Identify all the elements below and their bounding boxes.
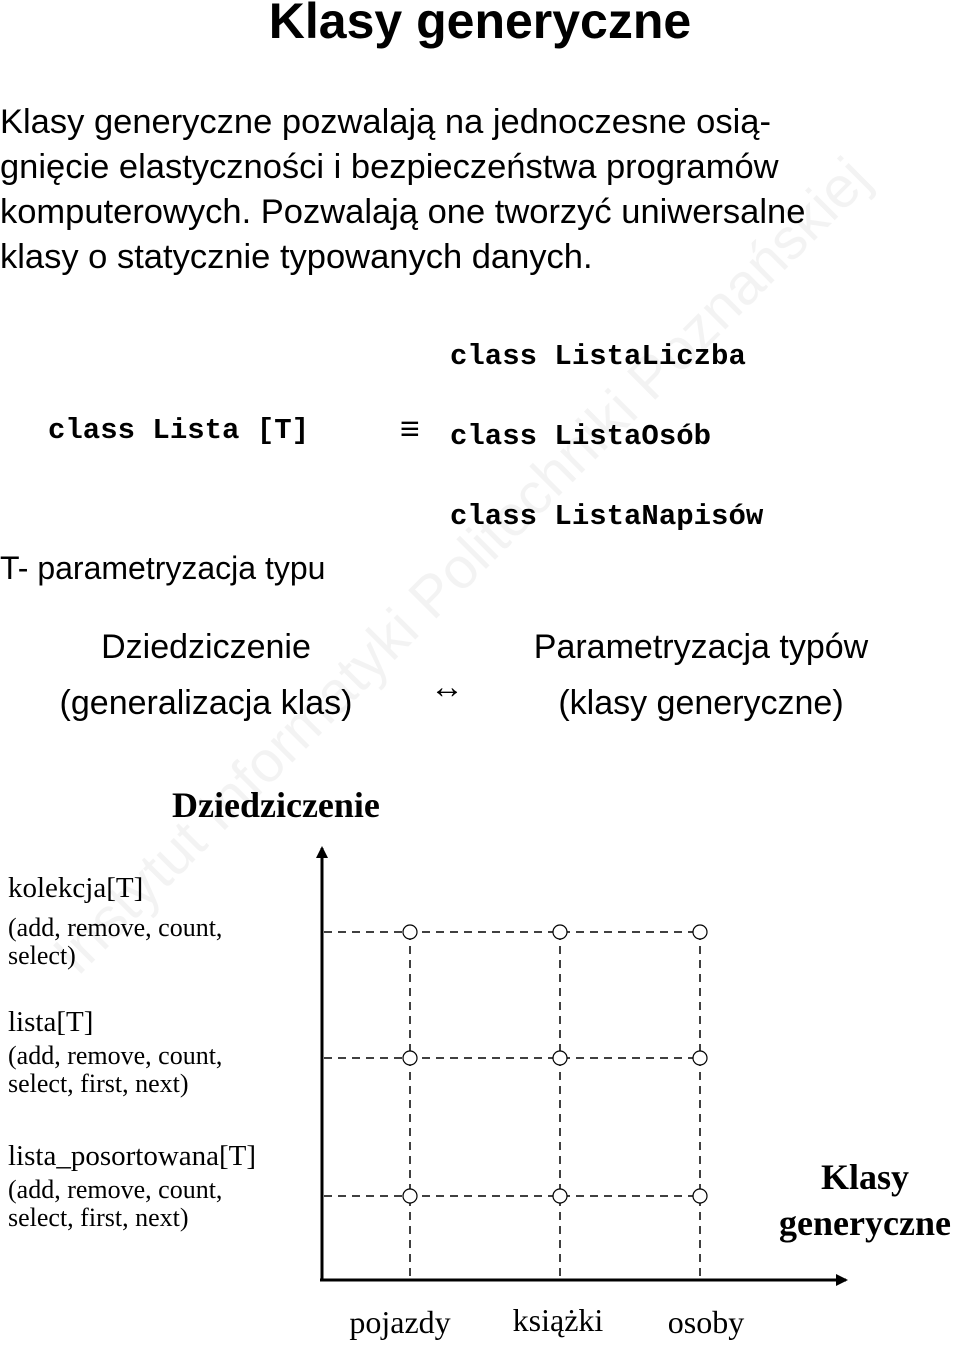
- row-description: select): [8, 941, 76, 970]
- row-description: select, first, next): [8, 1069, 189, 1098]
- page-title: Klasy generyczne: [268, 0, 692, 49]
- intersection-node: [693, 1189, 707, 1203]
- y-axis-title: Dziedziczenie: [172, 785, 380, 825]
- intersection-node: [553, 1189, 567, 1203]
- x-axis-title-line1: Klasy: [820, 1157, 909, 1197]
- concrete-class-code: class ListaOsób: [450, 420, 712, 453]
- param-note: T- parametryzacja typu: [0, 550, 326, 586]
- column-label: książki: [512, 1302, 604, 1338]
- intro-line: klasy o statycznie typowanych danych.: [0, 238, 593, 276]
- intersection-node: [553, 925, 567, 939]
- intersection-node: [403, 1051, 417, 1065]
- comparison-arrow-symbol: ↔: [430, 668, 464, 706]
- row-description: select, first, next): [8, 1203, 189, 1232]
- intersection-node: [403, 1189, 417, 1203]
- concrete-class-code: class ListaNapisów: [450, 500, 764, 533]
- row-label: kolekcja[T]: [8, 872, 144, 904]
- comparison-left-line1: Dziedziczenie: [101, 628, 311, 666]
- row-description: (add, remove, count,: [8, 1041, 223, 1070]
- intro-line: gnięcie elastyczności i bezpieczeństwa programów: [0, 148, 779, 186]
- intersection-node: [693, 1051, 707, 1065]
- row-label: lista_posortowana[T]: [8, 1140, 257, 1172]
- generic-class-code: class Lista [T]: [48, 414, 310, 447]
- comparison-left-line2: (generalizacja klas): [59, 684, 353, 722]
- column-label: pojazdy: [349, 1304, 451, 1340]
- comparison-right-line2: (klasy generyczne): [558, 684, 844, 722]
- row-description: (add, remove, count,: [8, 1175, 223, 1204]
- row-label: lista[T]: [8, 1006, 94, 1038]
- column-label: osoby: [667, 1304, 745, 1340]
- equiv-symbol: ≡: [400, 410, 420, 448]
- concrete-class-code: class ListaLiczba: [450, 340, 746, 373]
- intro-line: komputerowych. Pozwalają one tworzyć uniwersalne: [0, 193, 806, 231]
- intersection-node: [403, 925, 417, 939]
- x-axis-title-line2: generyczne: [779, 1203, 951, 1243]
- comparison-right-line1: Parametryzacja typów: [533, 628, 869, 666]
- intersection-node: [693, 925, 707, 939]
- intro-line: Klasy generyczne pozwalają na jednoczesne osią-: [0, 103, 771, 141]
- row-description: (add, remove, count,: [8, 913, 223, 942]
- intersection-node: [553, 1051, 567, 1065]
